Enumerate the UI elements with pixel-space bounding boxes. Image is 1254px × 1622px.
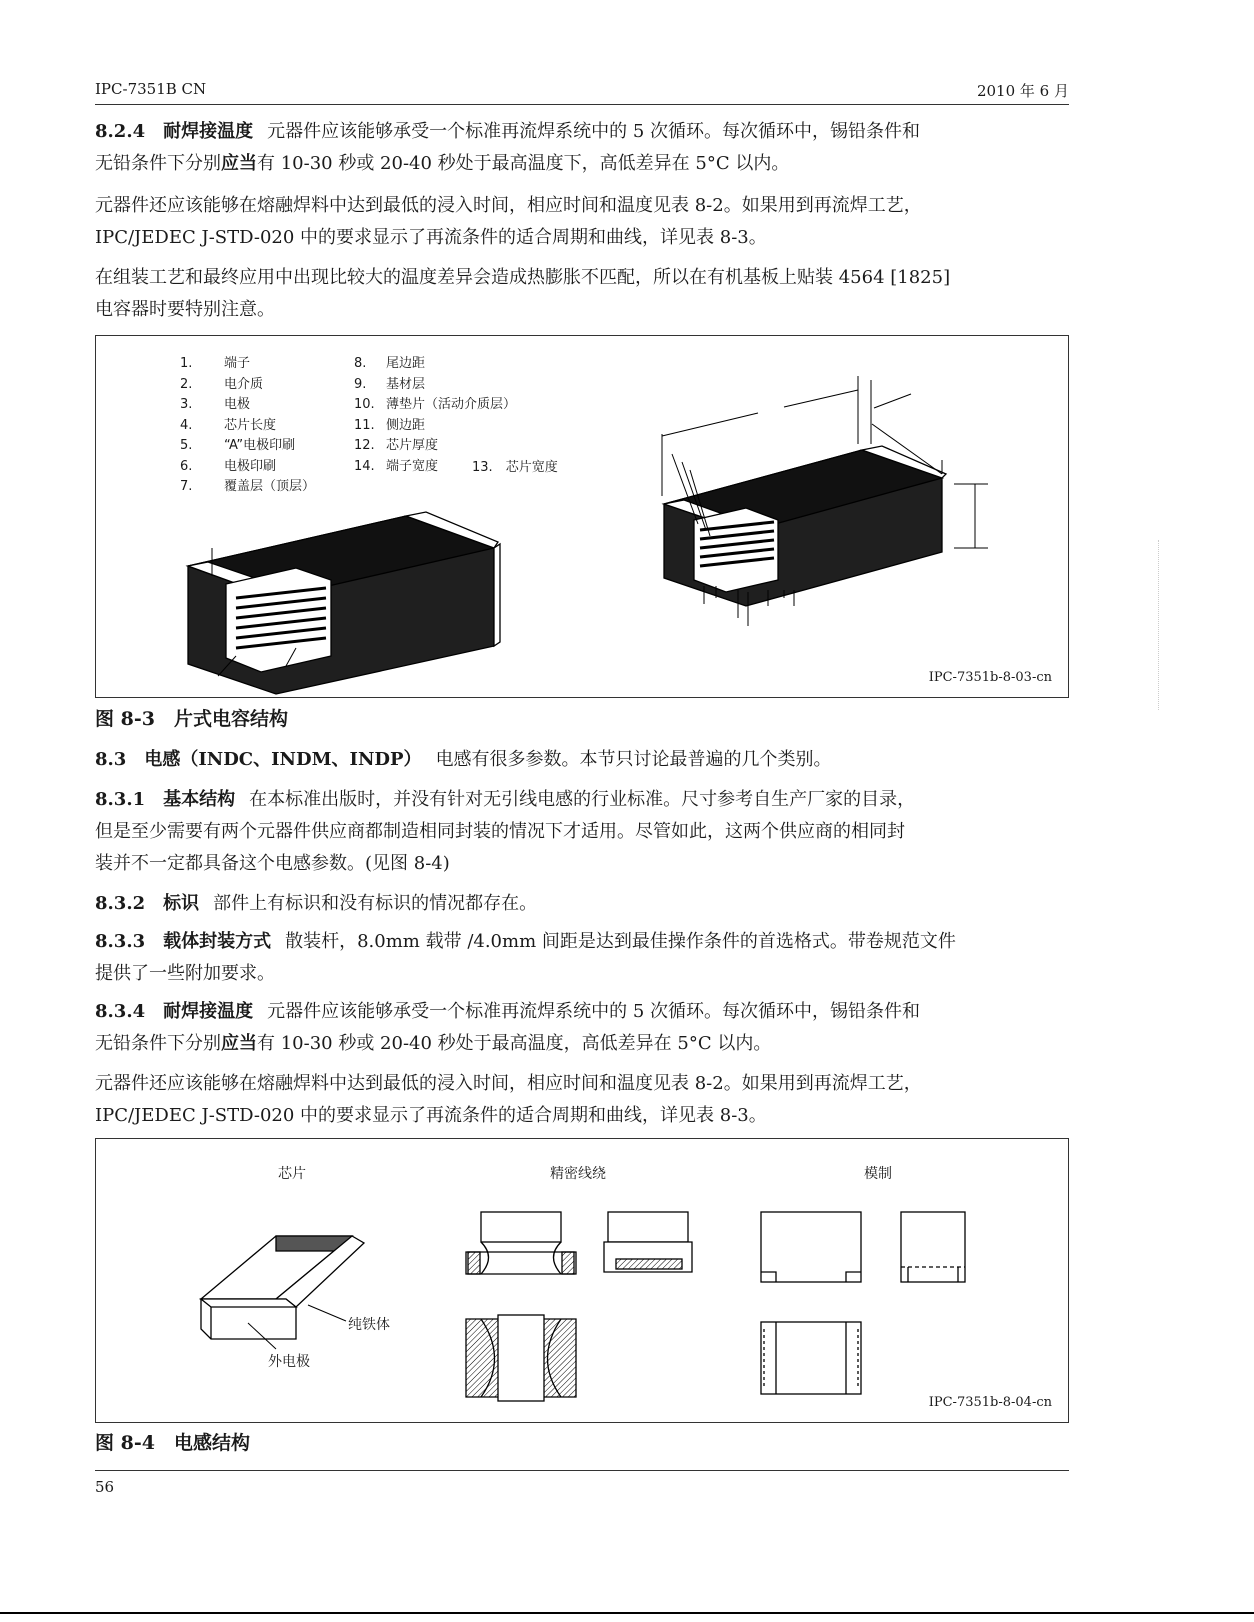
wound-inductor-1 <box>466 1212 576 1274</box>
legend-item-3: 3. 电极 <box>180 397 251 412</box>
section-heading: 8.3.3 载体封装方式 <box>95 931 272 952</box>
molded-inductor-2 <box>901 1212 965 1282</box>
legend-item-13: 13. 芯片宽度 <box>472 460 558 475</box>
bottom-edge-line <box>0 1612 1254 1614</box>
column-molded-label: 模制 <box>864 1166 892 1182</box>
section-8-3-2: 8.3.2 标识 部件上有标识和没有标识的情况都存在。 <box>95 893 538 914</box>
section-heading: 8.3.1 基本结构 <box>95 789 236 810</box>
header-date: 2010 年 6 月 <box>976 82 1069 100</box>
legend-item-14: 14. 端子宽度 <box>354 458 439 474</box>
capacitor-left <box>188 512 500 694</box>
column-chip-label: 芯片 <box>278 1166 306 1182</box>
molded-inductor-3 <box>761 1322 861 1394</box>
electrode-label: 外电极 <box>268 1354 310 1370</box>
section-heading: 8.3.4 耐焊接温度 <box>95 1001 254 1022</box>
section-8-3: 8.3 电感（INDC、INDM、INDP） 电感有很多参数。本节只讨论最普遍的几个类别。 <box>95 749 832 770</box>
section-8-3-3: 8.3.3 载体封装方式 散装杆，8.0mm 载带 /4.0mm 间距是达到最佳操作条件的首选格式。带卷规范文件 提供了一些附加要求。 <box>95 931 956 984</box>
legend-item-12: 12. 芯片厚度 <box>354 438 439 453</box>
legend-item-6: 6. 电极印刷 <box>180 458 277 474</box>
scan-artifact <box>1158 540 1161 710</box>
wound-inductor-3 <box>466 1315 576 1401</box>
page-number: 56 <box>95 1478 115 1496</box>
header-doc-id: IPC-7351B CN <box>95 80 207 98</box>
legend-item-10: 10. 薄垫片（活动介质层） <box>354 397 517 412</box>
section-heading: 8.3 电感（INDC、INDM、INDP） <box>95 749 422 770</box>
figure-8-4-caption: 图 8-4 电感结构 <box>95 1432 250 1454</box>
chip-inductor <box>201 1236 364 1349</box>
ferrite-label: 纯铁体 <box>348 1317 390 1333</box>
molded-inductor-1 <box>761 1212 861 1282</box>
section-heading: 8.3.2 标识 <box>95 893 200 914</box>
column-wound-label: 精密线绕 <box>550 1166 606 1182</box>
paragraph-immersion: 元器件还应该能够在熔融焊料中达到最低的浸入时间，相应时间和温度见表 8-2。如果用到再流焊工艺， IPC/JEDEC J-STD-020 中的要求显示了再流条件的适合周期和曲线，详见表 8-3。 <box>95 195 922 248</box>
legend-item-4: 4. 芯片长度 <box>180 417 277 433</box>
legend-item-11: 11. 侧边距 <box>354 417 426 433</box>
capacitor-drawings <box>96 336 1068 697</box>
figure-id: IPC-7351b-8-03-cn <box>928 670 1052 685</box>
section-8-3-1: 8.3.1 基本结构 在本标准出版时，并没有针对无引线电感的行业标准。尺寸参考自生产厂家的目录， 但是至少需要有两个元器件供应商都制造相同封装的情况下才适用。尽管如此，这两个供应商的相同封 装并不一定都具备这个电感参数。(见图 8-4) <box>95 789 916 874</box>
legend-item-1: 1. 端子 <box>180 356 251 371</box>
figure-8-3 <box>95 335 1069 698</box>
legend-item-2: 2. 电介质 <box>180 376 264 392</box>
wound-inductor-2 <box>604 1212 692 1272</box>
header-rule <box>95 104 1069 105</box>
section-heading: 8.2.4 耐焊接温度 <box>95 121 254 142</box>
paragraph-thermal-mismatch: 在组装工艺和最终应用中出现比较大的温度差异会造成热膨胀不匹配，所以在有机基板上贴装 4564 [1825] 电容器时要特别注意。 <box>95 267 951 320</box>
figure-8-3-caption: 图 8-3 片式电容结构 <box>95 708 288 730</box>
paragraph-immersion-2: 元器件还应该能够在熔融焊料中达到最低的浸入时间，相应时间和温度见表 8-2。如果用到再流焊工艺， IPC/JEDEC J-STD-020 中的要求显示了再流条件的适合周期和曲线，详见表 8-3。 <box>95 1073 922 1126</box>
legend-item-9: 9. 基材层 <box>354 376 426 392</box>
para-line: 元器件应该能够承受一个标准再流焊系统中的 5 次循环。每次循环中，锡铅条件和 <box>267 121 921 142</box>
legend-item-7: 7. 覆盖层（顶层） <box>180 479 316 494</box>
section-8-3-4: 8.3.4 耐焊接温度 元器件应该能够承受一个标准再流焊系统中的 5 次循环。每次循环中，锡铅条件和 无铅条件下分别应当有 10-30 秒或 20-40 秒处于最高温度，高低差异在 5°C 以内。 <box>95 1001 921 1054</box>
legend-item-8: 8. 尾边距 <box>354 356 426 371</box>
inductor-drawings <box>96 1139 1068 1422</box>
capacitor-right <box>662 376 988 626</box>
legend-item-5: 5. “A”电极印刷 <box>180 438 296 453</box>
figure-8-4 <box>95 1138 1069 1423</box>
section-8-2-4: 8.2.4 耐焊接温度 元器件应该能够承受一个标准再流焊系统中的 5 次循环。每次循环中，锡铅条件和 无铅条件下分别应当有 10-30 秒或 20-40 秒处于最高温度下，高低差异在 5°C 以内。 <box>95 121 921 174</box>
figure-id: IPC-7351b-8-04-cn <box>928 1395 1052 1410</box>
footer-rule <box>95 1470 1069 1471</box>
shall-emphasis: 应当 <box>221 153 257 174</box>
shall-emphasis: 应当 <box>221 1033 257 1054</box>
